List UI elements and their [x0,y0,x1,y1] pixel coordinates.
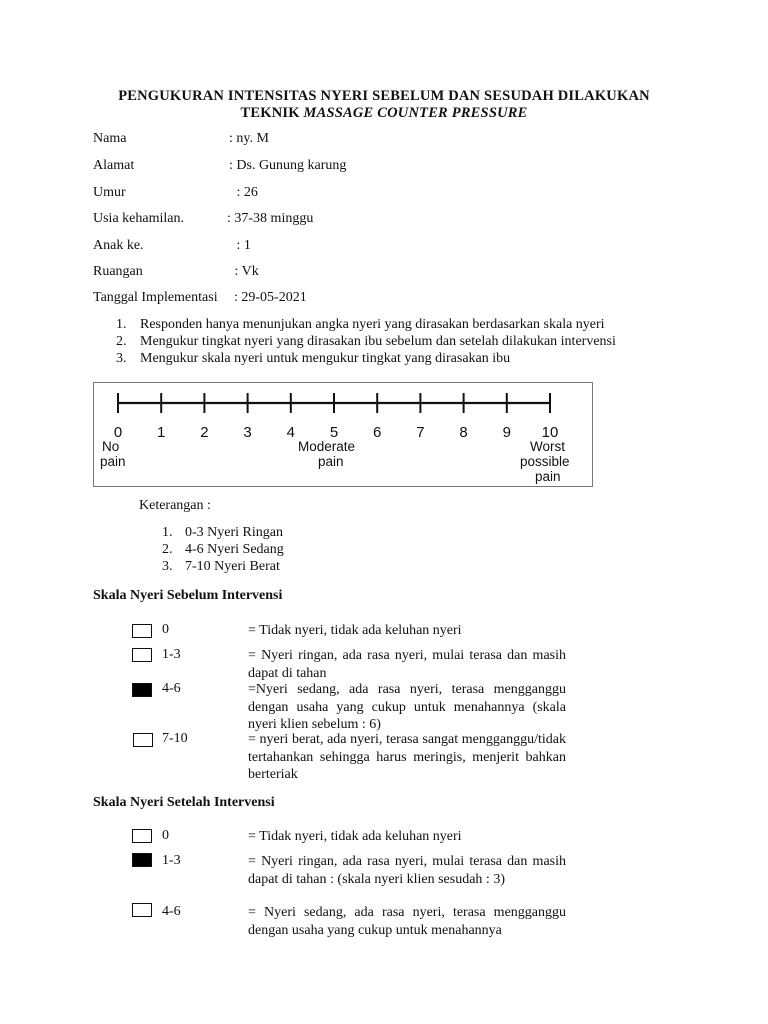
instruction-number: 1. [116,317,127,332]
after-code-4-6: 4-6 [162,904,181,919]
value-anak-ke: : 1 [233,238,251,253]
scale-tick-label: 10 [541,424,559,441]
scale-tick-label: 9 [502,424,511,441]
before-desc-7-10: = nyeri berat, ada nyeri, terasa sangat mengganggu/tidak tertahankan sehingga harus meringis, menjerit bahkan berteriak [248,732,566,782]
instruction-text: Mengukur tingkat nyeri yang dirasakan ibu sebelum dan setelah dilakukan intervensi [140,334,616,349]
title-technique: MASSAGE COUNTER PRESSURE [303,105,528,121]
before-checkbox-7-10[interactable] [133,733,153,747]
before-desc-1-3: = Nyeri ringan, ada rasa nyeri, mulai terasa dan masih dapat di tahan [248,648,566,681]
scale-label-worst: Worst [530,439,566,454]
scale-tick-label: 2 [200,424,209,441]
after-heading: Skala Nyeri Setelah Intervensi [93,795,275,810]
before-desc-0: = Tidak nyeri, tidak ada keluhan nyeri [248,623,462,638]
keterangan-item: 7-10 Nyeri Berat [185,559,280,574]
keterangan-number: 2. [162,542,173,557]
scale-label-pain-left: pain [100,454,126,469]
label-tanggal-implementasi: Tanggal Implementasi [93,290,218,305]
scale-tick-label: 4 [286,424,295,441]
after-checkbox-4-6[interactable] [132,903,152,917]
label-ruangan: Ruangan [93,264,143,279]
value-tanggal-implementasi: : 29-05-2021 [234,290,307,305]
scale-label-no: No [102,439,120,454]
title-prefix: TEKNIK [240,105,304,121]
scale-label-pain-right: pain [535,469,561,484]
after-desc-4-6: = Nyeri sedang, ada rasa nyeri, terasa mengganggu dengan usaha yang cukup untuk menahannya [248,905,566,938]
keterangan-number: 1. [162,525,173,540]
label-anak-ke: Anak ke. [93,238,144,253]
before-code-7-10: 7-10 [162,731,188,746]
scale-tick-label: 7 [416,424,425,441]
pain-scale-figure [93,382,593,487]
before-code-1-3: 1-3 [162,647,181,662]
before-checkbox-1-3[interactable] [132,648,152,662]
keterangan-item: 0-3 Nyeri Ringan [185,525,283,540]
before-code-4-6: 4-6 [162,681,181,696]
keterangan-number: 3. [162,559,173,574]
scale-tick-label: 0 [113,424,123,441]
after-checkbox-1-3[interactable] [132,853,152,867]
scale-tick-label: 5 [329,424,339,441]
after-desc-1-3: = Nyeri ringan, ada rasa nyeri, mulai terasa dan masih dapat di tahan : (skala nyeri klien sesudah : 3) [248,854,566,887]
before-code-0: 0 [162,622,169,637]
scale-tick-label: 8 [459,424,468,441]
label-nama: Nama [93,131,127,146]
value-nama: : ny. M [229,131,269,146]
instruction-number: 3. [116,351,127,366]
value-usia-kehamilan: : 37-38 minggu [227,211,314,226]
instruction-number: 2. [116,334,127,349]
before-checkbox-4-6[interactable] [132,683,152,697]
scale-tick-label: 3 [243,424,252,441]
value-umur: : 26 [233,185,258,200]
label-umur: Umur [93,185,126,200]
document-title-line-1: PENGUKURAN INTENSITAS NYERI SEBELUM DAN SESUDAH DILAKUKAN [118,88,650,104]
scale-tick-label: 1 [157,424,166,441]
label-usia-kehamilan: Usia kehamilan. [93,211,184,226]
after-code-0: 0 [162,828,169,843]
keterangan-item: 4-6 Nyeri Sedang [185,542,284,557]
instruction-text: Responden hanya menunjukan angka nyeri yang dirasakan berdasarkan skala nyeri [140,317,605,332]
scale-tick-label: 6 [373,424,382,441]
after-code-1-3: 1-3 [162,853,181,868]
before-heading: Skala Nyeri Sebelum Intervensi [93,588,283,603]
value-alamat: : Ds. Gunung karung [229,158,347,173]
keterangan-heading: Keterangan : [139,498,211,513]
before-checkbox-0[interactable] [132,624,152,638]
after-desc-0: = Tidak nyeri, tidak ada keluhan nyeri [248,829,462,844]
scale-label-possible: possible [520,454,570,469]
before-desc-4-6: =Nyeri sedang, ada rasa nyeri, terasa mengganggu dengan usaha yang cukup untuk menahannya (skala nyeri klien sebelum : 6) [248,682,566,732]
scale-label-moderate: Moderate [298,439,356,454]
after-checkbox-0[interactable] [132,829,152,843]
label-alamat: Alamat [93,158,135,173]
value-ruangan: : Vk [231,264,259,279]
instruction-text: Mengukur skala nyeri untuk mengukur tingkat yang dirasakan ibu [140,351,511,366]
pain-scale-svg [94,383,594,488]
scale-label-pain-mid: pain [318,454,344,469]
document-title-line-2 [0,105,768,122]
